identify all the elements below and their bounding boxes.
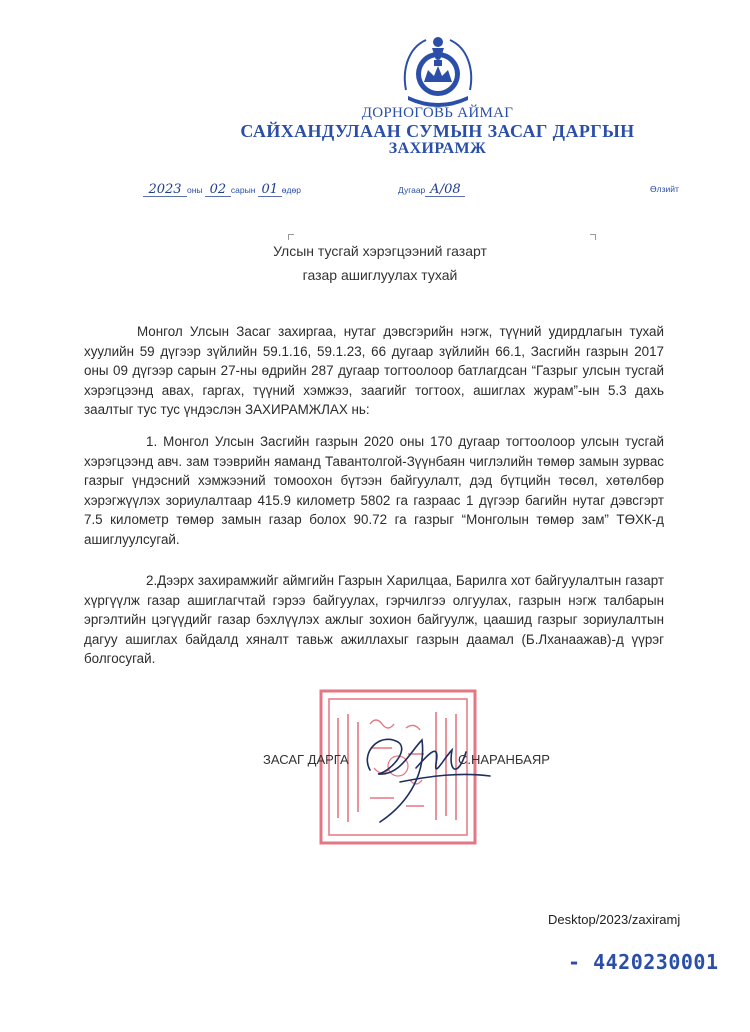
- date-year-suffix: оны: [187, 185, 203, 195]
- body-paragraph-2: 1. Монгол Улсын Засгийн газрын 2020 оны 170 дугаар тогтоолоор улсын тусгай хэрэгцээнд авч. зам тээврийн яаманд Тавантолгой-Зүүнбаян чиглэлийн төмөр замын зурвас газрыг үндэсний хэмжээний томоохон бүтээн байгуулалт, дэд бүтцийн төсөл, хөтөлбөр хэрэгжүүлэх зориулалтаар 415.9 километр 5802 га газраас 1 дүгээр багийн нутаг дэвсгэрт 7.5 километр төмөр замын газар болох 90.72 га газрыг “Монголын төмөр зам” ТӨХК-д ашиглуулсугай.: [84, 434, 664, 547]
- file-path: Desktop/2023/zaxiramj: [548, 912, 681, 927]
- signatory-name: С.НАРАНБАЯР: [458, 752, 550, 767]
- body-paragraph-1: Монгол Улсын Засаг захиргаа, нутаг дэвсгэрийн нэгж, түүний удирдлагын тухай хуулийн 59 дүгээр зүйлийн 59.1.16, 59.1.23, 66 дугаар зүйлийн 66.1, Засгийн газрын 2017 оны 09 дүгээр сарын 27-ны өдрийн 287 дугаар тогтоолоор батлагдсан “Газрыг улсын тусгай хэрэгцээнд авах, гаргах, түүний хэмжээ, заагийг тогтоох, ашиглах журам”-ын 5.3 дахь заалтыг тус тус үндэслэн ЗАХИРАМЖЛАХ нь:: [84, 324, 664, 418]
- serial-number: - 4420230001: [568, 950, 719, 974]
- subject-line-2: газар ашиглуулах тухай: [302, 267, 458, 283]
- handwritten-signature-icon: [340, 712, 500, 832]
- place-name: Өлзийт: [650, 184, 679, 194]
- date-month: 02: [205, 184, 231, 197]
- number-line: [398, 184, 465, 197]
- office-name: САЙХАНДУЛААН СУМЫН ЗАСАГ ДАРГЫН: [240, 121, 635, 141]
- subject-corner-right: [590, 234, 596, 240]
- date-year: 2023: [143, 184, 187, 197]
- body-paragraph-3: 2.Дээрх захирамжийг аймгийн Газрын Харилцаа, Барилга хот байгуулалтын газарт хүргүүлж газар ашиглагчтай гэрээ байгуулах, гэрчилгээ олгуулах, газрын нэгж талбарын эргэлтийн цэгүүдийг газар бэхлүүлэх ажлыг зохион байгуулж, цаашид газрыг зориулалтын дагуу ашиглах байдалд хяналт тавьж ажиллахыг газрын даамал (Б.Лханаажав)-д үүрэг болгосугай.: [84, 573, 664, 667]
- subject-line-1: Улсын тусгай хэрэгцээний газарт: [273, 243, 487, 259]
- date-day: 01: [258, 184, 282, 197]
- number-label: Дугаар: [398, 185, 426, 195]
- date-month-suffix: сарын: [230, 185, 256, 195]
- number-value: А/08: [425, 184, 465, 197]
- state-emblem-icon: [398, 30, 478, 108]
- date-day-suffix: өдөр: [281, 185, 301, 195]
- date-line: [143, 184, 301, 197]
- signatory-title: ЗАСАГ ДАРГА: [263, 752, 349, 767]
- aimag-name: ДОРНОГОВЬ АЙМАГ: [361, 105, 514, 121]
- document-type: ЗАХИРАМЖ: [388, 140, 487, 157]
- subject: [250, 239, 510, 287]
